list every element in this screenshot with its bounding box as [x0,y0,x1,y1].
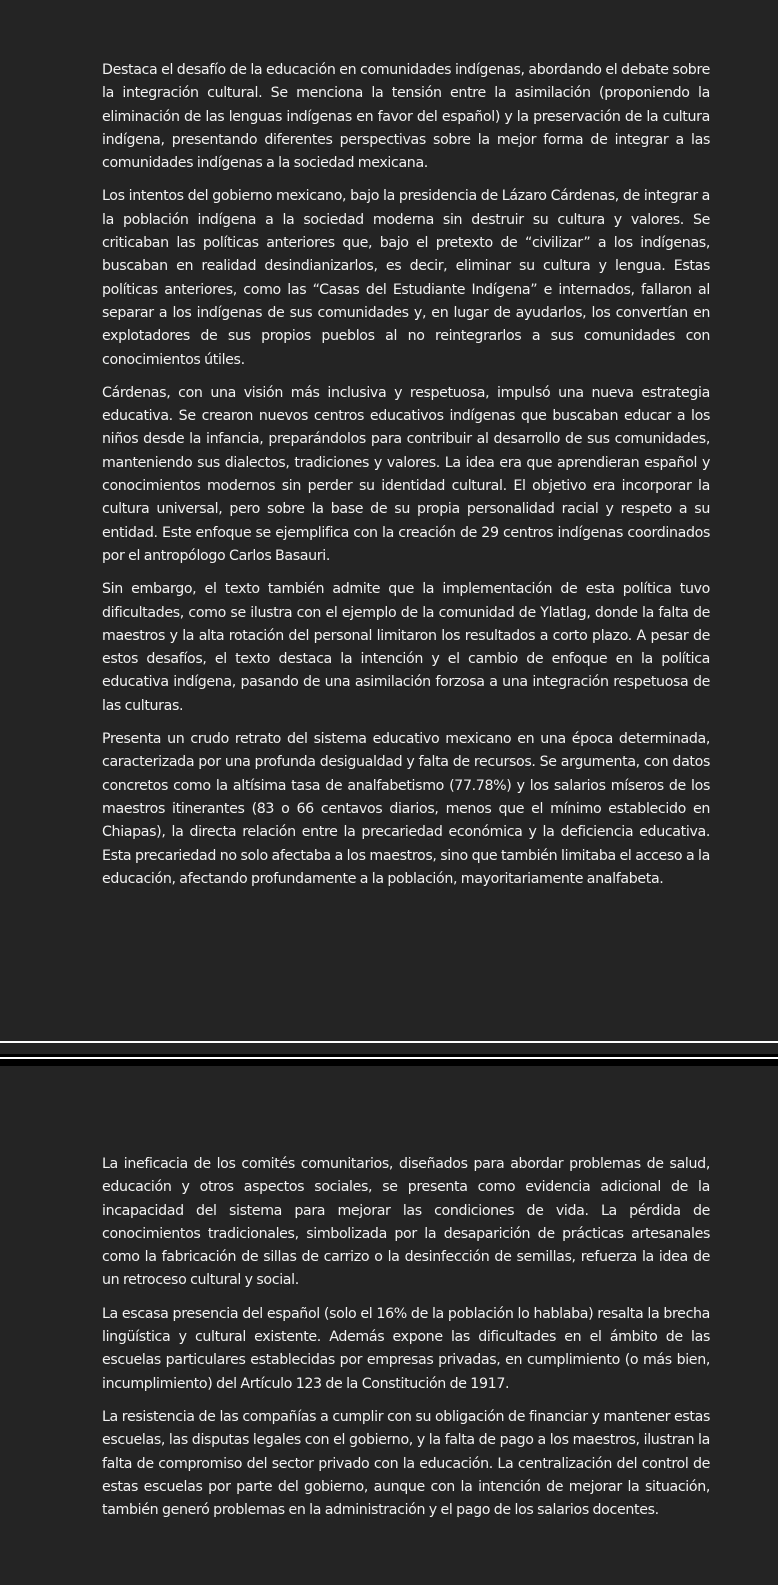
paragraph-company-resistance: La resistencia de las compañías a cumplir con su obligación de financiar y mantener estas escuelas, las disputas legales con el gobierno, y la falta de pago a los maestros, ilustran la falta de compromiso del sector privado con la educación. La centralización del control de estas escuelas por parte del gobierno, aunque con la intención de mejorar la situación, también generó problemas en la administración y el pago de los salarios docentes. [102,1408,710,1519]
page-divider-bottom [0,1057,778,1059]
paragraph-community-committees: La ineficacia de los comités comunitarios, diseñados para abordar problemas de salud, educación y otros aspectos sociales, se presenta como evidencia adicional de la incapacidad del sistema para mejorar las condiciones de vida. La pérdida de conocimientos tradicionales, simbolizada por la desaparición de prácticas artesanales como la fabricación de sillas de carrizo o la desinfección de semillas, refuerza la idea de un retroceso cultural y social. [102,1156,710,1289]
document-page-2 [0,1068,778,1585]
page-2-text [102,1153,710,1532]
paragraph-indigenous-education-challenge: Destaca el desafío de la educación en comunidades indígenas, abordando el debate sobre la integración cultural. Se menciona la tensión entre la asimilación (proponiendo la eliminación de las lenguas indígenas en favor del español) y la preservación de la cultura indígena, presentando diferentes perspectivas sobre la mejor forma de integrar a las comunidades indígenas a la sociedad mexicana. [102,62,710,172]
paragraph-new-educational-strategy: Cárdenas, con una visión más inclusiva y respetuosa, impulsó una nueva estrategia educativa. Se crearon nuevos centros educativos indígenas que buscaban educar a los niños desde la infancia, preparándolos para contribuir al desarrollo de sus comunidades, manteniendo sus dialectos, tradiciones y valores. La idea era que aprendieran español y conocimientos modernos sin perder su identidad cultural. El objetivo era incorporar la cultura universal, pero sobre la base de su propia personalidad racial y respeto a su entidad. Este enfoque se ejemplifica con la creación de 29 centros indígenas coordinados por el antropólogo Carlos Basauri. [102,384,710,564]
page-1-text [102,59,710,901]
paragraph-cardenas-government-efforts: Los intentos del gobierno mexicano, bajo la presidencia de Lázaro Cárdenas, de integrar a la población indígena a la sociedad moderna sin destruir su cultura y valores. Se criticaban las políticas anteriores que, bajo el pretexto de “civilizar” a los indígenas, buscaban en realidad desindianizarlos, es decir, eliminar su cultura y lengua. Estas políticas anteriores, como las “Casas del Estudiante Indígena” e internados, fallaron al separar a los indígenas de sus comunidades y, en lugar de ayudarlos, los convertían en explotadores de sus propios pueblos al no reintegrarlos a sus comunidades con conocimientos útiles. [102,188,710,368]
paragraph-spanish-language-presence: La escasa presencia del español (solo el 16% de la población lo hablaba) resalta la brecha lingüística y cultural existente. Además expone las dificultades en el ámbito de las escuelas particulares establecidas por empresas privadas, en cumplimiento (o más bien, incumplimiento) del Artículo 123 de la Constitución de 1917. [102,1305,710,1392]
paragraph-education-system-portrait: Presenta un crudo retrato del sistema educativo mexicano en una época determinada, caracterizada por una profunda desigualdad y falta de recursos. Se argumenta, con datos concretos como la altísima tasa de analfabetismo (77.78%) y los salarios míseros de los maestros itinerantes (83 o 66 centavos diarios, menos que el mínimo establecido en Chiapas), la directa relación entre la precariedad económica y la deficiencia educativa. Esta precariedad no solo afectaba a los maestros, sino que también limitaba el acceso a la educación, afectando profundamente a la población, mayoritariamente analfabeta. [102,731,710,887]
paragraph-implementation-difficulties: Sin embargo, el texto también admite que la implementación de esta política tuvo dificultades, como se ilustra con el ejemplo de la comunidad de Ylatlag, donde la falta de maestros y la alta rotación del personal limitaron los resultados a corto plazo. A pesar de estos desafíos, el texto destaca la intención y el cambio de enfoque en la política educativa indígena, pasando de una asimilación forzosa a una integración respetuosa de las culturas. [102,581,710,714]
page-break [0,1054,778,1066]
page-divider-top [0,1041,778,1043]
